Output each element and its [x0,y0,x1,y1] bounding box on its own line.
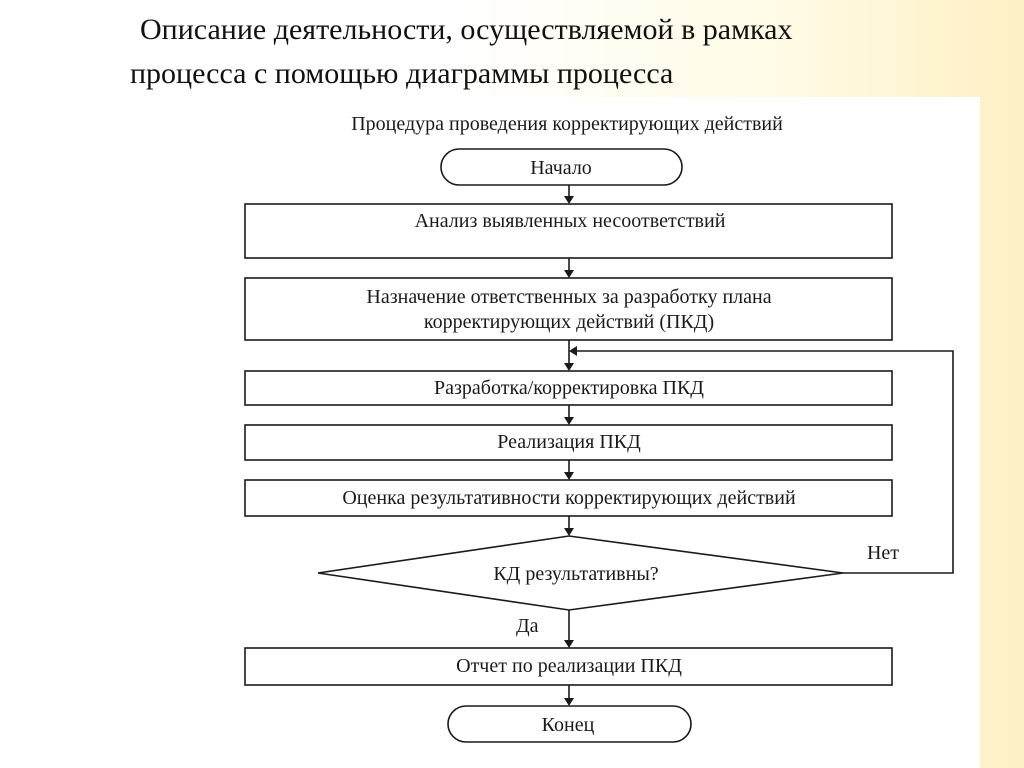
step-develop-label: Разработка/корректировка ПКД [434,377,704,399]
arrowhead [564,472,574,480]
step-evaluate-label: Оценка результативности корректирующих действий [342,487,796,509]
step-implement-label: Реализация ПКД [497,431,641,453]
arrowhead [564,270,574,278]
arrowhead [564,640,574,648]
arrowhead [564,528,574,536]
arrowhead [569,346,577,356]
arrowhead [564,698,574,706]
decision-label: КД результативны? [493,563,659,585]
no-label: Нет [866,542,900,564]
slide-title-line-2: процесса с помощью диаграммы процесса [130,57,674,90]
arrowhead [564,363,574,371]
start-label: Начало [530,157,592,179]
step-report-label: Отчет по реализации ПКД [456,655,682,677]
step-assign-label-2: корректирующих действий (ПКД) [423,311,715,333]
arrowhead [564,417,574,425]
step-assign-label-1: Назначение ответственных за разработку плана [366,286,772,308]
slide-title-line-1: Описание деятельности, осуществляемой в рамках [140,13,793,46]
yes-label: Да [516,615,539,637]
arrowhead [564,196,574,204]
step-analysis-label: Анализ выявленных несоответствий [414,210,726,232]
diagram-caption: Процедура проведения корректирующих действий [351,113,783,135]
end-label: Конец [541,714,595,736]
